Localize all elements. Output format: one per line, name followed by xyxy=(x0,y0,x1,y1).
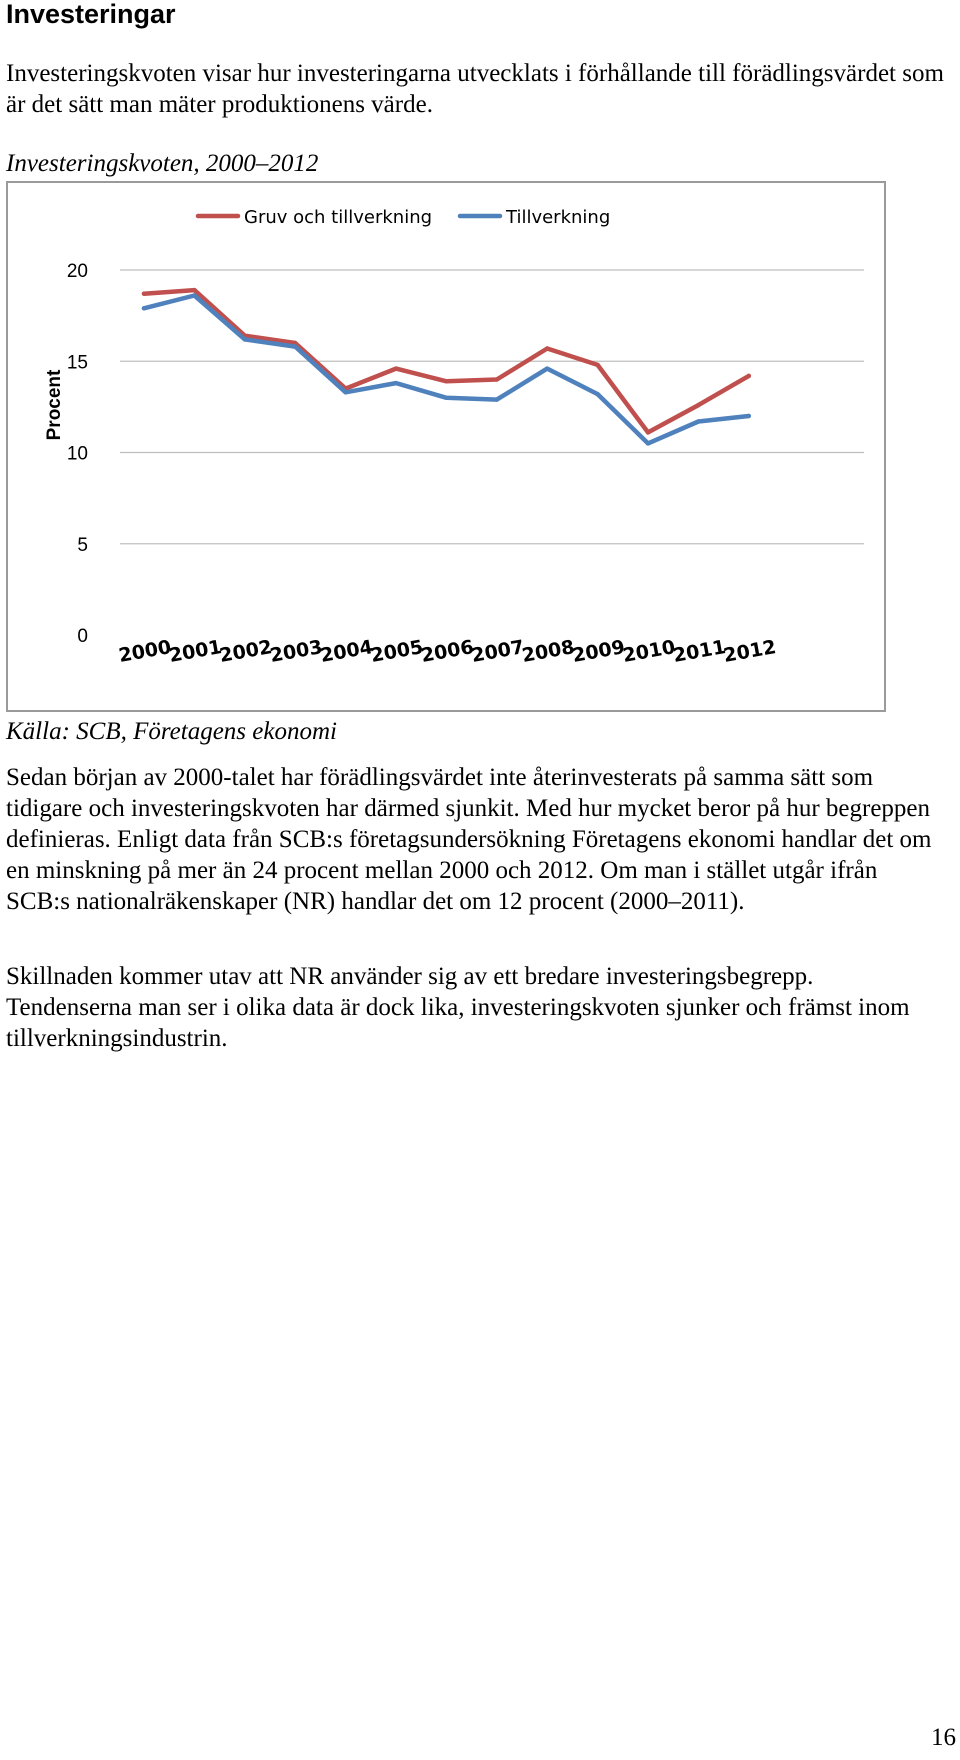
line-chart xyxy=(8,183,884,710)
y-tick-label: 10 xyxy=(66,443,88,465)
legend-label: Gruv och tillverkning xyxy=(244,207,433,228)
section-heading: Investeringar xyxy=(6,0,176,29)
y-axis-label: Procent xyxy=(44,369,65,441)
data-point xyxy=(545,366,549,370)
data-point xyxy=(696,419,700,423)
data-point xyxy=(747,414,751,418)
data-point xyxy=(747,374,751,378)
data-point xyxy=(343,390,347,394)
y-tick-labels xyxy=(67,261,88,647)
data-point xyxy=(192,288,196,292)
x-tick-label: 2011 xyxy=(671,636,728,667)
data-point xyxy=(595,392,599,396)
source-note: Källa: SCB, Företagens ekonomi xyxy=(6,718,337,745)
x-tick-label: 2008 xyxy=(520,636,577,667)
series-lines xyxy=(142,288,751,446)
body-paragraph-2: Skillnaden kommer utav att NR använder sig av ett bredare investeringsbegrepp. Tendenserna man ser i olika data är dock lika, investeringskvoten sjunker och främst inom tillverkningsindustrin. xyxy=(6,963,910,1052)
data-point xyxy=(646,430,650,434)
x-tick-label: 2003 xyxy=(268,636,325,667)
data-point xyxy=(545,346,549,350)
data-point xyxy=(444,396,448,400)
y-tick-label: 20 xyxy=(66,261,88,282)
x-tick-label: 2002 xyxy=(217,636,274,667)
chart-caption: Investeringskvoten, 2000–2012 xyxy=(6,150,319,177)
x-tick-label: 2005 xyxy=(369,636,425,667)
intro-paragraph: Investeringskvoten visar hur investeringarna utvecklats i förhållande till förädlingsvärdet som är det sätt man mäter produktionens värde. xyxy=(6,60,944,118)
legend xyxy=(198,207,610,228)
data-point xyxy=(595,363,599,367)
x-tick-label: 2006 xyxy=(419,636,476,667)
y-tick-label: 5 xyxy=(77,534,88,556)
y-tick-label: 0 xyxy=(77,626,88,647)
x-tick-label: 2001 xyxy=(167,636,224,667)
y-tick-label: 15 xyxy=(66,352,88,374)
data-point xyxy=(495,377,499,381)
data-point xyxy=(394,381,398,385)
data-point xyxy=(495,397,499,401)
x-tick-labels xyxy=(117,636,778,667)
x-tick-label: 2007 xyxy=(469,636,526,667)
chart-frame xyxy=(6,181,886,712)
x-tick-label: 2010 xyxy=(621,636,677,667)
x-tick-label: 2012 xyxy=(721,636,778,667)
data-point xyxy=(293,344,297,348)
body-paragraph-1: Sedan början av 2000-talet har förädlingsvärdet inte återinvesterats på samma sätt som tidigare och investeringskvoten har därmed sjunkit. Med hur mycket beror på hur begreppen definieras. Enligt data från SCB:s företagsundersökning Företagens ekonomi handlar det om en minskning på mer än 24 procent mellan 2000 och 2012. Om man i stället utgår ifrån SCB:s nationalräkenskaper (NR) handlar det om 12 procent (2000–2011). xyxy=(6,764,932,915)
data-point xyxy=(444,379,448,383)
data-point xyxy=(696,403,700,407)
data-point xyxy=(646,441,650,445)
gridlines xyxy=(120,270,864,544)
legend-label: Tillverkning xyxy=(506,207,611,228)
data-point xyxy=(142,292,146,296)
series-line-2 xyxy=(144,296,749,444)
x-tick-label: 2004 xyxy=(318,636,375,667)
data-point xyxy=(243,337,247,341)
page-number: 16 xyxy=(931,1724,956,1751)
x-tick-label: 2009 xyxy=(570,636,627,667)
data-point xyxy=(394,366,398,370)
data-point xyxy=(192,293,196,297)
data-point xyxy=(142,306,146,310)
x-tick-label: 2000 xyxy=(117,636,173,667)
